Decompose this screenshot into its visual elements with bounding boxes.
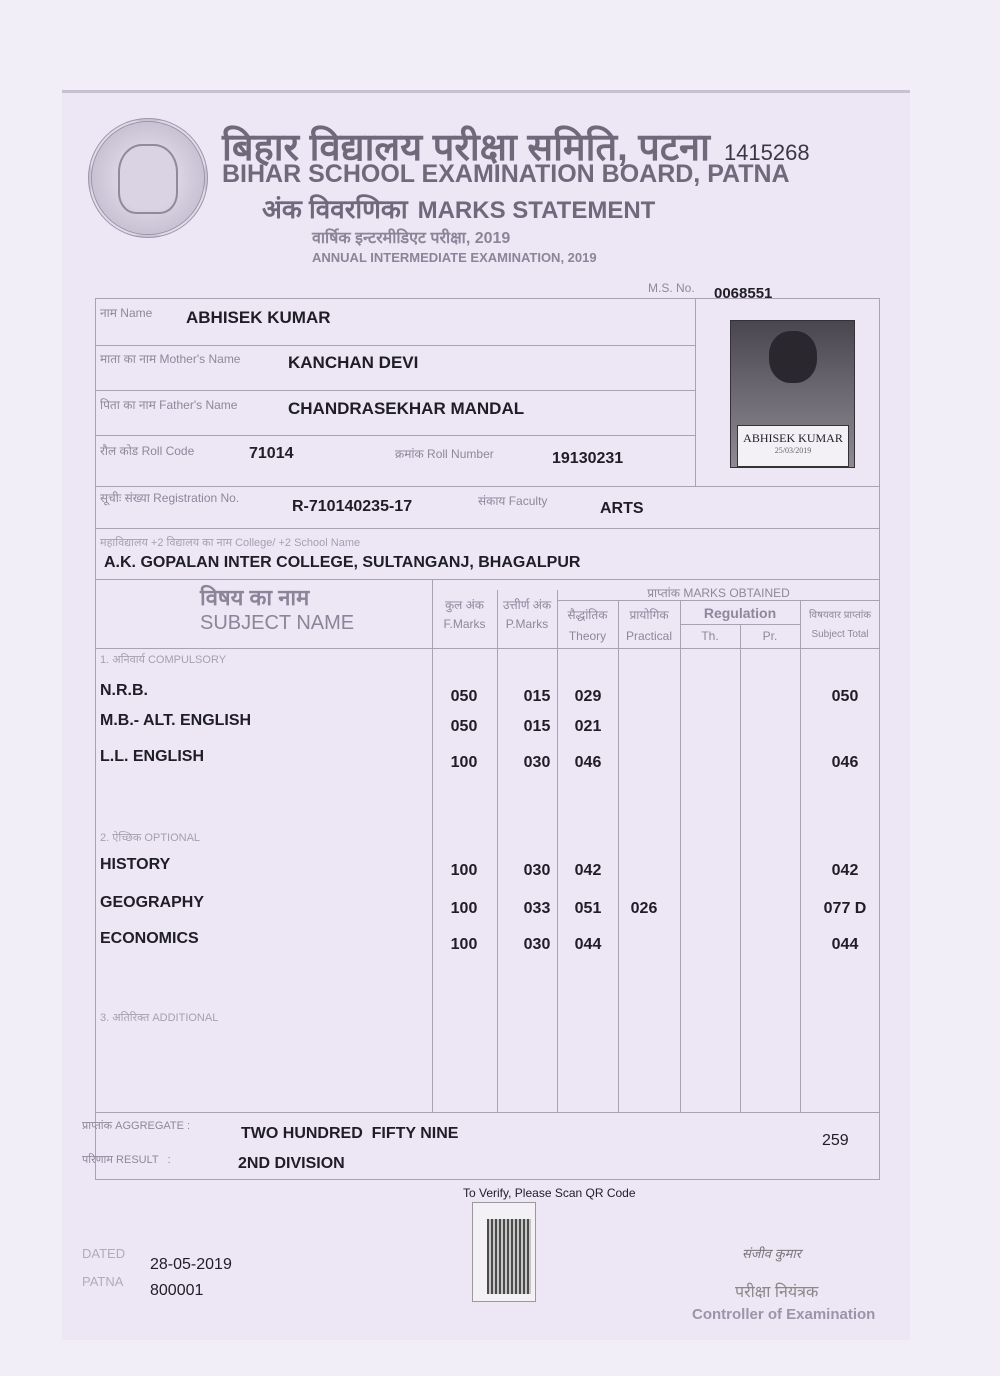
marks-obtained-header: प्राप्तांक MARKS OBTAINED bbox=[647, 586, 790, 600]
result-division: 2ND DIVISION bbox=[238, 1155, 345, 1172]
aggregate-label: प्राप्तांक AGGREGATE : bbox=[82, 1120, 191, 1132]
theory-header: Theory bbox=[568, 629, 607, 643]
marks-f: 100 bbox=[450, 900, 478, 917]
controller-title-hindi: परीक्षा नियंत्रक bbox=[735, 1284, 819, 1301]
marks-table bbox=[95, 580, 880, 1180]
marks-p: 030 bbox=[523, 754, 551, 771]
ms-no-label: M.S. No. bbox=[648, 281, 695, 295]
marks-p: 015 bbox=[523, 718, 551, 735]
college-name: A.K. GOPALAN INTER COLLEGE, SULTANGANJ, BHAGALPUR bbox=[104, 554, 581, 571]
registration-number: R-710140235-17 bbox=[292, 498, 413, 515]
marks-th: 044 bbox=[574, 936, 602, 953]
aggregate-words: TWO HUNDRED FIFTY NINE bbox=[241, 1125, 459, 1142]
place-label: PATNA bbox=[82, 1274, 124, 1289]
controller-signature: संजीव कुमार bbox=[742, 1246, 802, 1261]
roll-number-label: क्रमांक Roll Number bbox=[395, 447, 494, 461]
student-name: ABHISEK KUMAR bbox=[186, 308, 331, 327]
serial-number: 1415268 bbox=[723, 140, 810, 165]
regulation-th-header: Th. bbox=[701, 629, 719, 643]
father-name: CHANDRASEKHAR MANDAL bbox=[288, 399, 525, 418]
marks-tot: 050 bbox=[831, 688, 859, 705]
board-seal-logo bbox=[88, 118, 208, 238]
total-header-hindi: विषयवार प्राप्तांक bbox=[808, 610, 872, 621]
practical-header: Practical bbox=[625, 629, 672, 643]
marks-f: 100 bbox=[450, 754, 478, 771]
marks-pr: 026 bbox=[630, 900, 658, 917]
registration-label: सूचीः संख्या Registration No. bbox=[100, 491, 240, 505]
exam-title-hindi: वार्षिक इन्टरमीडिएट परीक्षा, 2019 bbox=[312, 230, 511, 247]
marks-tot: 046 bbox=[831, 754, 859, 771]
qr-caption: To Verify, Please Scan QR Code bbox=[463, 1186, 636, 1200]
fmarks-header-hindi: कुल अंक bbox=[444, 598, 485, 612]
statement-title-row bbox=[262, 190, 655, 226]
statement-title: MARKS STATEMENT bbox=[417, 197, 656, 224]
marks-p: 030 bbox=[523, 936, 551, 953]
marks-th: 051 bbox=[574, 900, 602, 917]
roll-code: 71014 bbox=[249, 445, 294, 462]
regulation-pr-header: Pr. bbox=[762, 629, 778, 643]
subject-name: L.L. ENGLISH bbox=[100, 748, 204, 765]
marks-tot: 077 D bbox=[823, 900, 867, 917]
student-photo bbox=[730, 320, 855, 468]
roll-number: 19130231 bbox=[552, 450, 624, 467]
section-optional: 2. ऐच्छिक OPTIONAL bbox=[100, 832, 201, 844]
faculty: ARTS bbox=[600, 500, 644, 517]
roll-code-label: रौल कोड Roll Code bbox=[100, 444, 195, 458]
faculty-label: संकाय Faculty bbox=[478, 494, 548, 508]
mother-name-label: माता का नाम Mother's Name bbox=[100, 352, 241, 366]
marks-f: 100 bbox=[450, 862, 478, 879]
subject-name: HISTORY bbox=[100, 856, 171, 873]
board-title-hindi: बिहार विद्यालय परीक्षा समिति, पटना bbox=[222, 127, 710, 169]
fmarks-header: F.Marks bbox=[443, 617, 486, 631]
marks-f: 050 bbox=[450, 688, 478, 705]
aggregate-total: 259 bbox=[822, 1132, 849, 1149]
theory-header-hindi: सैद्धांतिक bbox=[567, 608, 608, 622]
regulation-header: Regulation bbox=[703, 605, 777, 621]
subject-name: ECONOMICS bbox=[100, 930, 199, 947]
section-additional: 3. अतिरिक्त ADDITIONAL bbox=[100, 1012, 219, 1024]
exam-title: ANNUAL INTERMEDIATE EXAMINATION, 2019 bbox=[312, 250, 597, 265]
marks-tot: 042 bbox=[831, 862, 859, 879]
photo-caption: ABHISEK KUMAR bbox=[743, 431, 843, 445]
college-label: महाविद्यालय +2 विद्यालय का नाम College/ +2 School Name bbox=[100, 537, 361, 549]
statement-title-hindi: अंक विवरणिका bbox=[262, 194, 408, 224]
qr-code[interactable] bbox=[472, 1202, 536, 1302]
marks-p: 033 bbox=[523, 900, 551, 917]
issue-date: 28-05-2019 bbox=[150, 1256, 232, 1273]
mother-name: KANCHAN DEVI bbox=[288, 353, 419, 372]
pin-code: 800001 bbox=[150, 1282, 204, 1299]
marks-p: 030 bbox=[523, 862, 551, 879]
pmarks-header-hindi: उत्तीर्ण अंक bbox=[502, 598, 552, 612]
subject-header-hindi: विषय का नाम bbox=[200, 585, 310, 610]
board-title: BIHAR SCHOOL EXAMINATION BOARD, PATNA bbox=[222, 160, 790, 188]
subject-name: M.B.- ALT. ENGLISH bbox=[100, 712, 252, 729]
marks-p: 015 bbox=[523, 688, 551, 705]
dated-label: DATED bbox=[82, 1246, 126, 1261]
subject-header: SUBJECT NAME bbox=[200, 612, 355, 634]
section-compulsory: 1. अनिवार्य COMPULSORY bbox=[100, 654, 227, 666]
marks-th: 029 bbox=[574, 688, 602, 705]
marks-th: 021 bbox=[574, 718, 602, 735]
practical-header-hindi: प्रायोगिक bbox=[629, 608, 669, 622]
marks-th: 042 bbox=[574, 862, 602, 879]
father-name-label: पिता का नाम Father's Name bbox=[100, 398, 238, 412]
result-label: परिणाम RESULT : bbox=[82, 1154, 171, 1166]
marks-th: 046 bbox=[574, 754, 602, 771]
ms-no: 0068551 bbox=[714, 285, 773, 302]
marks-f: 100 bbox=[450, 936, 478, 953]
total-header: Subject Total bbox=[811, 629, 869, 640]
subject-name: GEOGRAPHY bbox=[100, 894, 205, 911]
subject-name: N.R.B. bbox=[100, 682, 148, 699]
pmarks-header: P.Marks bbox=[505, 617, 549, 631]
marks-f: 050 bbox=[450, 718, 478, 735]
marks-tot: 044 bbox=[831, 936, 859, 953]
photo-date: 25/03/2019 bbox=[774, 446, 812, 455]
name-label: नाम Name bbox=[100, 306, 153, 320]
controller-title: Controller of Examination bbox=[692, 1306, 876, 1323]
